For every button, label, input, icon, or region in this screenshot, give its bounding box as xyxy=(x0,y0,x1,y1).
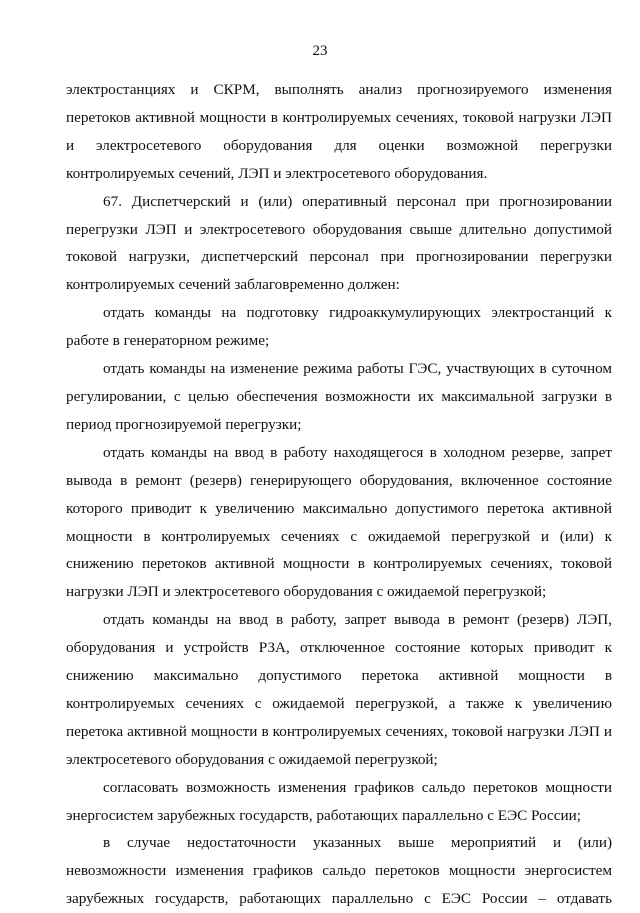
paragraph-hydro-mode-command: отдать команды на изменение режима работы ГЭС, участвующих в суточном регулировании, с целью обеспечения возможности их максимальной загрузки в период прогнозируемой перегрузки; xyxy=(66,360,612,433)
paragraph-lines-equipment-command: отдать команды на ввод в работу, запрет вывода в ремонт (резерв) ЛЭП, оборудования и устройств РЗА, отключенное состояние которых приводит к снижению максимально допустимого перетока активной мощности в контролируемых сечениях с ожидаемой перегрузкой, а также к увеличению перетока активной мощности в контролируемых сечениях, токовой нагрузки ЛЭП и электросетевого оборудования с ожидаемой перегрузкой; xyxy=(66,611,612,768)
document-body xyxy=(66,76,612,913)
paragraph-foreign-balance-agreement: согласовать возможность изменения графиков сальдо перетоков мощности энергосистем зарубежных государств, работающих параллельно с ЕЭС России; xyxy=(66,778,612,824)
paragraph-item-67: 67. Диспетчерский и (или) оперативный персонал при прогнозировании перегрузки ЛЭП и электросетевого оборудования свыше длительно допустимой токовой нагрузки, диспетчерский персонал при прогнозировании перегрузки контролируемых сечений заблаговременно должен: xyxy=(66,192,612,294)
paragraph-insufficient-measures: в случае недостаточности указанных выше мероприятий и (или) невозможности изменения графиков сальдо перетоков мощности энергосистем зарубежных государств, работающих параллельно с ЕЭС России – отдавать xyxy=(66,834,612,908)
paragraph-continuation: электростанциях и СКРМ, выполнять анализ прогнозируемого изменения перетоков активной мощности в контролируемых сечениях, токовой нагрузки ЛЭП и электросетевого оборудования для оценки возможной перегрузки контролируемых сечений, ЛЭП и электросетевого оборудования. xyxy=(66,81,612,182)
paragraph-generation-reserve-command: отдать команды на ввод в работу находящегося в холодном резерве, запрет вывода в ремонт (резерв) генерирующего оборудования, включенное состояние которого приводит к увеличению максимально допустимого перетока активной мощности в контролируемых сечениях с ожидаемой перегрузкой и (или) к снижению перетоков активной мощности в контролируемых сечениях, токовой нагрузки ЛЭП и электросетевого оборудования с ожидаемой перегрузкой; xyxy=(66,443,612,601)
paragraph-pumped-storage-command: отдать команды на подготовку гидроаккумулирующих электростанций к работе в генераторном режиме; xyxy=(66,304,612,350)
page-number: 23 xyxy=(312,43,328,59)
